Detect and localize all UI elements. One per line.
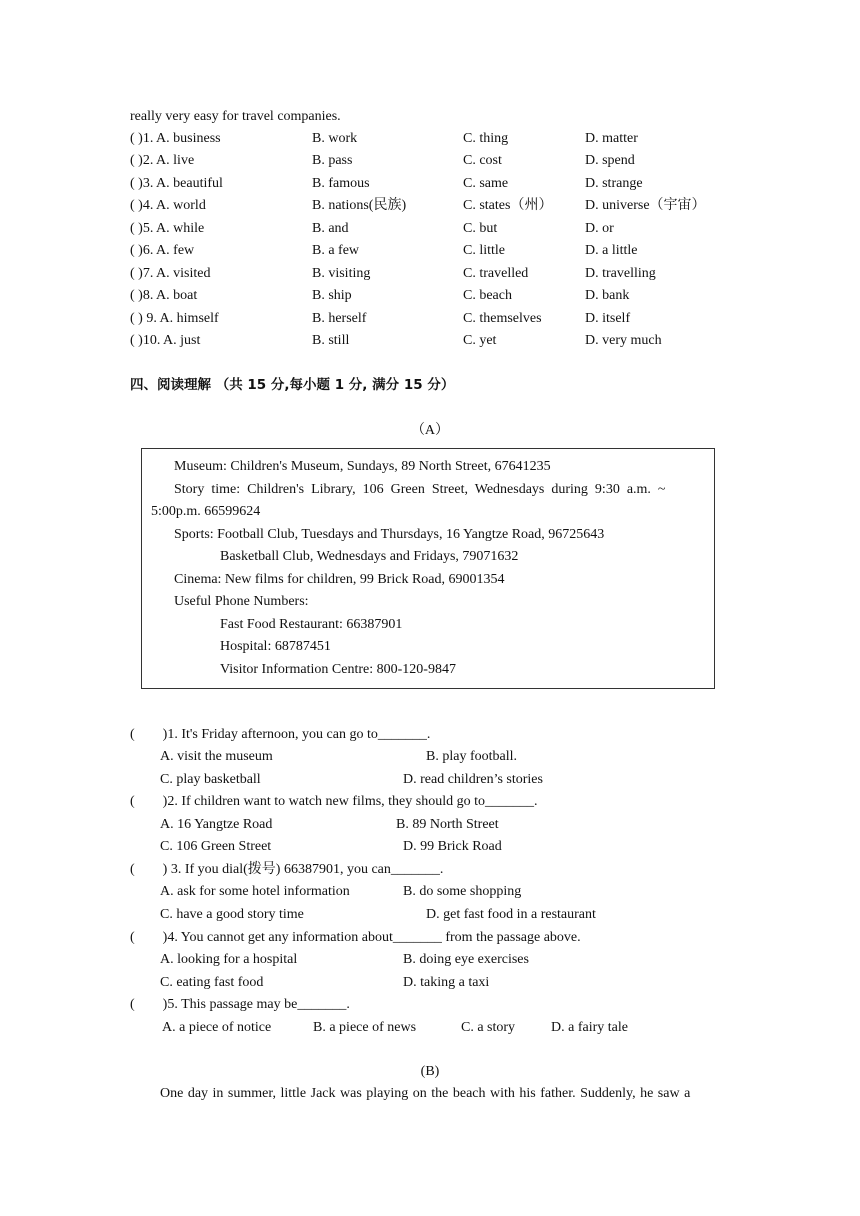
cloze-option-d: D. matter	[585, 131, 638, 146]
question-5-option-a: A. a piece of notice	[162, 1020, 272, 1035]
cloze-option-c: C. cost	[463, 153, 502, 168]
cloze-option-d: D. strange	[585, 176, 643, 191]
question-3: ( ) 3. If you dial(拨号) 66387901, you can_______.	[130, 862, 444, 877]
question-4-option-a: A. looking for a hospital	[160, 952, 298, 967]
question-4-option-d: D. taking a taxi	[403, 975, 490, 990]
notice-visitor: Visitor Information Centre: 800-120-9847	[220, 662, 456, 677]
question-1-option-c: C. play basketball	[160, 772, 261, 787]
question-5: ( )5. This passage may be_______.	[130, 997, 350, 1012]
question-2-option-c: C. 106 Green Street	[160, 839, 272, 854]
cloze-option-b: B. herself	[312, 311, 367, 326]
notice-museum: Museum: Children's Museum, Sundays, 89 North Street, 67641235	[174, 459, 551, 474]
question-4: ( )4. You cannot get any information about_______ from the passage above.	[130, 930, 581, 945]
cloze-option-b: B. ship	[312, 288, 352, 303]
cloze-option-b: B. famous	[312, 176, 370, 191]
passage-a-label: （A）	[410, 423, 450, 438]
cloze-number: ( )1. A. business	[130, 131, 221, 146]
cloze-option-c: C. travelled	[463, 266, 529, 281]
cloze-number: ( )7. A. visited	[130, 266, 211, 281]
notice-fast-food: Fast Food Restaurant: 66387901	[220, 617, 403, 632]
question-2-option-b: B. 89 North Street	[396, 817, 499, 832]
question-5-option-b: B. a piece of news	[313, 1020, 417, 1035]
cloze-option-b: B. visiting	[312, 266, 371, 281]
cloze-option-b: B. pass	[312, 153, 353, 168]
question-2-option-a: A. 16 Yangtze Road	[160, 817, 273, 832]
cloze-option-d: D. very much	[585, 333, 662, 348]
question-3-option-d: D. get fast food in a restaurant	[426, 907, 596, 922]
cloze-option-c: C. yet	[463, 333, 497, 348]
cloze-number: ( )5. A. while	[130, 221, 205, 236]
cloze-option-d: D. travelling	[585, 266, 656, 281]
question-1-option-d: D. read children’s stories	[403, 772, 543, 787]
cloze-option-c: C. little	[463, 243, 505, 258]
question-4-option-b: B. doing eye exercises	[403, 952, 529, 967]
cloze-option-d: D. itself	[585, 311, 631, 326]
notice-story-line1: Story time: Children's Library, 106 Green Street, Wednesdays during 9:30 a.m. ~	[174, 482, 666, 497]
cloze-number: ( )2. A. live	[130, 153, 195, 168]
cloze-option-d: D. universe（宇宙）	[585, 198, 706, 213]
notice-hospital: Hospital: 68787451	[220, 639, 331, 654]
passage-b-label: (B)	[420, 1064, 440, 1079]
cloze-option-c: C. thing	[463, 131, 509, 146]
cloze-option-d: D. bank	[585, 288, 630, 303]
cloze-option-d: D. a little	[585, 243, 638, 258]
cloze-option-c: C. themselves	[463, 311, 542, 326]
cloze-number: ( )4. A. world	[130, 198, 206, 213]
cloze-option-c: C. same	[463, 176, 509, 191]
cloze-number: ( )8. A. boat	[130, 288, 198, 303]
cloze-option-b: B. still	[312, 333, 350, 348]
cloze-option-c: C. but	[463, 221, 498, 236]
notice-story-line2: 5:00p.m. 66599624	[151, 504, 261, 519]
cloze-number: ( )10. A. just	[130, 333, 201, 348]
cloze-option-b: B. and	[312, 221, 349, 236]
question-3-option-c: C. have a good story time	[160, 907, 304, 922]
question-3-option-a: A. ask for some hotel information	[160, 884, 350, 899]
intro-tail-text: really very easy for travel companies.	[130, 109, 341, 124]
question-5-option-d: D. a fairy tale	[551, 1020, 628, 1035]
cloze-option-b: B. a few	[312, 243, 360, 258]
question-2: ( )2. If children want to watch new films, they should go to_______.	[130, 794, 538, 809]
section-heading: 四、阅读理解 （共 15 分,每小题 1 分, 满分 15 分）	[130, 377, 455, 393]
notice-sports: Sports: Football Club, Tuesdays and Thursdays, 16 Yangtze Road, 96725643	[174, 527, 605, 542]
passage-b-text: One day in summer, little Jack was playing on the beach with his father. Suddenly, he saw a	[160, 1086, 691, 1101]
question-3-option-b: B. do some shopping	[403, 884, 522, 899]
cloze-number: ( )3. A. beautiful	[130, 176, 223, 191]
cloze-number: ( )6. A. few	[130, 243, 195, 258]
question-1-option-a: A. visit the museum	[160, 749, 273, 764]
cloze-number: ( ) 9. A. himself	[130, 311, 219, 326]
cloze-option-b: B. work	[312, 131, 358, 146]
cloze-option-c: C. states（州）	[463, 198, 553, 213]
notice-cinema: Cinema: New films for children, 99 Brick Road, 69001354	[174, 572, 505, 587]
question-5-option-c: C. a story	[461, 1020, 516, 1035]
cloze-option-d: D. spend	[585, 153, 635, 168]
cloze-option-b: B. nations(民族)	[312, 198, 407, 213]
question-1: ( )1. It's Friday afternoon, you can go to_______.	[130, 727, 431, 742]
notice-phones-title: Useful Phone Numbers:	[174, 594, 309, 609]
cloze-option-c: C. beach	[463, 288, 512, 303]
question-2-option-d: D. 99 Brick Road	[403, 839, 502, 854]
question-1-option-b: B. play football.	[426, 749, 517, 764]
question-4-option-c: C. eating fast food	[160, 975, 264, 990]
cloze-option-d: D. or	[585, 221, 614, 236]
notice-basketball: Basketball Club, Wednesdays and Fridays, 79071632	[220, 549, 519, 564]
